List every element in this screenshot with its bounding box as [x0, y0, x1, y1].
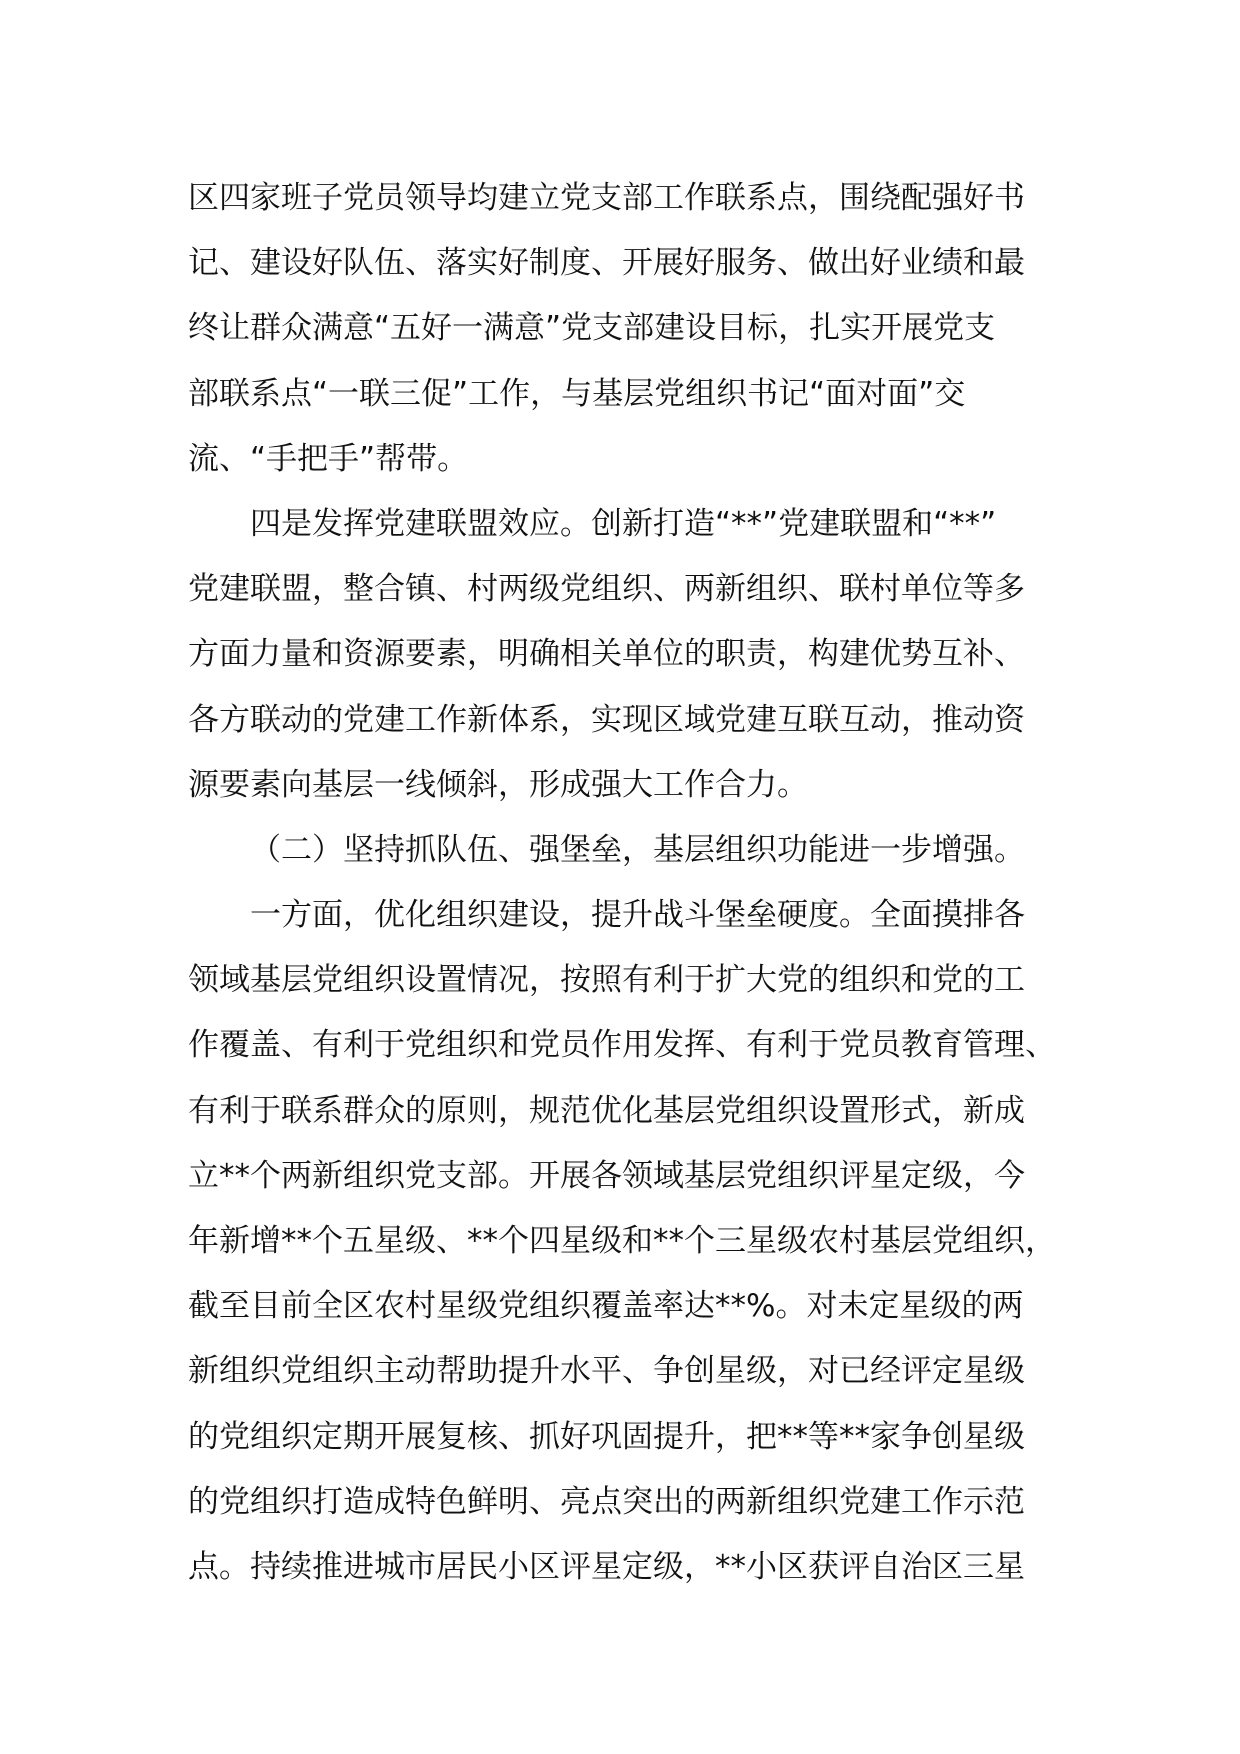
- text-line: 点。持续推进城市居民小区评星定级，**小区获评自治区三星: [188, 1548, 1025, 1585]
- section-heading: [188, 818, 1068, 883]
- text-line: 终让群众满意“五好一满意”党支部建设目标，扎实开展党支: [188, 310, 996, 347]
- paragraph-2: [188, 492, 1068, 818]
- text-line: 截至目前全区农村星级党组织覆盖率达**%。对未定星级的两: [188, 1288, 1024, 1325]
- text-line: 方面力量和资源要素，明确相关单位的职责，构建优势互补、: [188, 636, 1025, 673]
- text-line: 部联系点“一联三促”工作，与基层党组织书记“面对面”交: [188, 375, 966, 412]
- text-line: 流、“手把手”帮带。: [188, 440, 469, 477]
- text-line: 区四家班子党员领导均建立党支部工作联系点，围绕配强好书: [188, 180, 1025, 216]
- text-line: 新组织党组织主动帮助提升水平、争创星级，对已经评定星级: [188, 1353, 1025, 1390]
- text-line: 各方联动的党建工作新体系，实现区域党建互联互动，推动资: [188, 701, 1025, 738]
- text-line: 领域基层党组织设置情况，按照有利于扩大党的组织和党的工: [188, 962, 1025, 999]
- text-line: 有利于联系群众的原则，规范优化基层党组织设置形式，新成: [188, 1092, 1025, 1129]
- text-line: 记、建设好队伍、落实好制度、开展好服务、做出好业绩和最: [188, 245, 1025, 282]
- text-line: 一方面，优化组织建设，提升战斗堡垒硬度。全面摸排各: [250, 897, 1025, 934]
- text-line: 作覆盖、有利于党组织和党员作用发挥、有利于党员教育管理、: [188, 1027, 1056, 1064]
- text-line: 立**个两新组织党支部。开展各领域基层党组织评星定级，今: [188, 1157, 1025, 1194]
- text-line: 源要素向基层一线倾斜，形成强大工作合力。: [188, 766, 808, 803]
- text-line: 四是发挥党建联盟效应。创新打造“**”党建联盟和“**”: [250, 505, 997, 542]
- paragraph-3: [188, 883, 1068, 1600]
- text-line: 年新增**个五星级、**个四星级和**个三星级农村基层党组织，: [188, 1223, 1056, 1259]
- heading-line: （二）坚持抓队伍、强堡垒，基层组织功能进一步增强。: [250, 831, 1025, 868]
- text-line: 的党组织打造成特色鲜明、亮点突出的两新组织党建工作示范: [188, 1483, 1025, 1520]
- document-body: [188, 166, 1068, 1600]
- text-line: 的党组织定期开展复核、抓好巩固提升，把**等**家争创星级: [188, 1418, 1025, 1455]
- paragraph-1: [188, 166, 1068, 492]
- text-line: 党建联盟，整合镇、村两级党组织、两新组织、联村单位等多: [188, 571, 1025, 608]
